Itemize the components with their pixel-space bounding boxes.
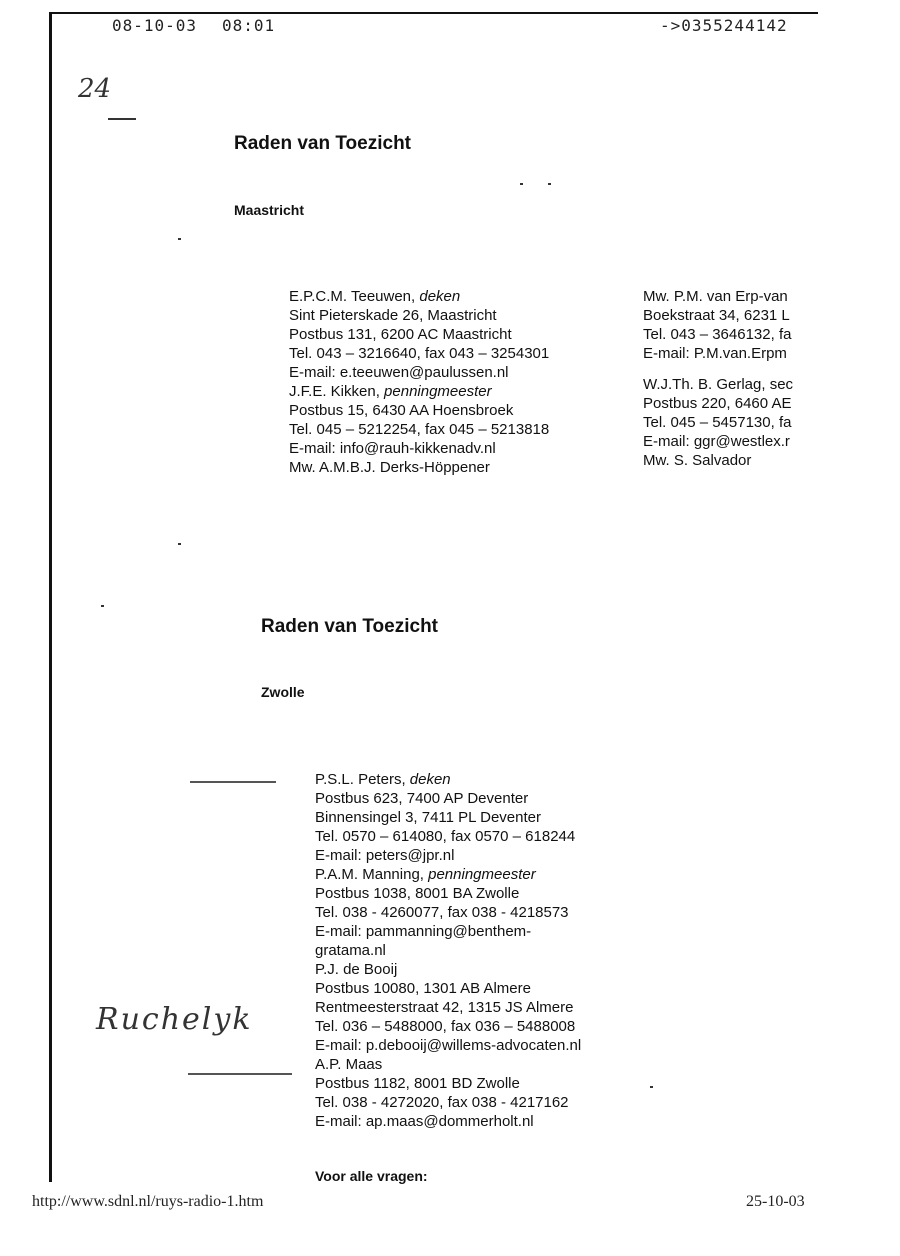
contact-line: E-mail: pammanning@benthem-: [315, 923, 532, 940]
contact-line: Mw. S. Salvador: [643, 452, 752, 469]
contact-line: J.F.E. Kikken, penningmeester: [289, 383, 492, 400]
contact-line: P.S.L. Peters, deken: [315, 771, 451, 788]
contact-line: Tel. 043 – 3646132, fa: [643, 326, 792, 343]
fax-left-border: [49, 12, 52, 1182]
spacer: [643, 363, 818, 375]
contact-line: E-mail: ggr@westlex.r: [643, 433, 790, 450]
contact-line: W.J.Th. B. Gerlag, sec: [643, 376, 794, 393]
scan-speck: [101, 605, 104, 607]
contact-line: Tel. 038 - 4260077, fax 038 - 4218573: [315, 904, 569, 921]
contact-line: Boekstraat 34, 6231 L: [643, 307, 790, 324]
contact-line: Tel. 036 – 5488000, fax 036 – 5488008: [315, 1018, 576, 1035]
scan-speck: [520, 183, 523, 185]
contact-line: Tel. 038 - 4272020, fax 038 - 4217162: [315, 1094, 569, 1111]
handwritten-page-number: 24: [78, 74, 112, 104]
contact-line: Tel. 045 – 5212254, fax 045 – 5213818: [289, 421, 550, 438]
section2-city: Zwolle: [261, 684, 305, 700]
contact-line: Postbus 10080, 1301 AB Almere: [315, 980, 531, 997]
section2-title: Raden van Toezicht: [261, 616, 439, 637]
contact-line: P.J. de Booij: [315, 961, 398, 978]
scan-speck: [650, 1086, 653, 1088]
contact-line: Mw. A.M.B.J. Derks-Höppener: [289, 459, 490, 476]
contact-line: Tel. 043 – 3216640, fax 043 – 3254301: [289, 345, 550, 362]
hand-drawn-arrow: [188, 1073, 292, 1075]
fax-date: 08-10-03: [112, 16, 198, 35]
contact-line: P.A.M. Manning, penningmeester: [315, 866, 536, 883]
section1-title: Raden van Toezicht: [234, 133, 412, 154]
contact-line: Postbus 1182, 8001 BD Zwolle: [315, 1075, 520, 1092]
handwritten-underline: [108, 118, 136, 120]
contact-line: E-mail: info@rauh-kikkenadv.nl: [289, 440, 496, 457]
contact-line: Postbus 131, 6200 AC Maastricht: [289, 326, 512, 343]
contact-line: E-mail: ap.maas@dommerholt.nl: [315, 1113, 534, 1130]
printed-url: http://www.sdnl.nl/ruys-radio-1.htm: [32, 1193, 264, 1210]
contact-line: Rentmeesterstraat 42, 1315 JS Almere: [315, 999, 574, 1016]
section1-city: Maastricht: [234, 202, 305, 218]
fax-time: 08:01: [222, 16, 276, 35]
section1-right-contacts: [643, 287, 818, 487]
contact-line: Postbus 15, 6430 AA Hoensbroek: [289, 402, 514, 419]
hand-drawn-arrow: [190, 781, 276, 783]
contact-line: E.P.C.M. Teeuwen, deken: [289, 288, 461, 305]
printed-date: 25-10-03: [746, 1193, 805, 1210]
scan-speck: [548, 183, 551, 185]
contact-line: A.P. Maas: [315, 1056, 383, 1073]
contact-line: gratama.nl: [315, 942, 386, 959]
contact-line: Mw. P.M. van Erp-van: [643, 288, 788, 305]
contact-line: E-mail: peters@jpr.nl: [315, 847, 455, 864]
contact-line: E-mail: p.debooij@willems-advocaten.nl: [315, 1037, 582, 1054]
contact-line: E-mail: P.M.van.Erpm: [643, 345, 787, 362]
section1-left-contacts: [289, 287, 549, 477]
scan-speck: [178, 238, 181, 240]
voor-alle-vragen-heading: Voor alle vragen:: [315, 1168, 428, 1184]
handwritten-signature: Ruchelyk: [96, 1002, 253, 1037]
contact-line: E-mail: e.teeuwen@paulussen.nl: [289, 364, 509, 381]
contact-line: Tel. 045 – 5457130, fa: [643, 414, 792, 431]
contact-line: Postbus 623, 7400 AP Deventer: [315, 790, 529, 807]
scan-speck: [178, 543, 181, 545]
fax-top-border: [50, 12, 818, 14]
contact-line: Postbus 1038, 8001 BA Zwolle: [315, 885, 520, 902]
contact-line: Sint Pieterskade 26, Maastricht: [289, 307, 497, 324]
contact-line: Binnensingel 3, 7411 PL Deventer: [315, 809, 541, 826]
fax-number: ->0355244142: [660, 16, 788, 35]
contact-line: Tel. 0570 – 614080, fax 0570 – 618244: [315, 828, 576, 845]
section2-contacts: [315, 770, 581, 1131]
contact-line: Postbus 220, 6460 AE: [643, 395, 792, 412]
